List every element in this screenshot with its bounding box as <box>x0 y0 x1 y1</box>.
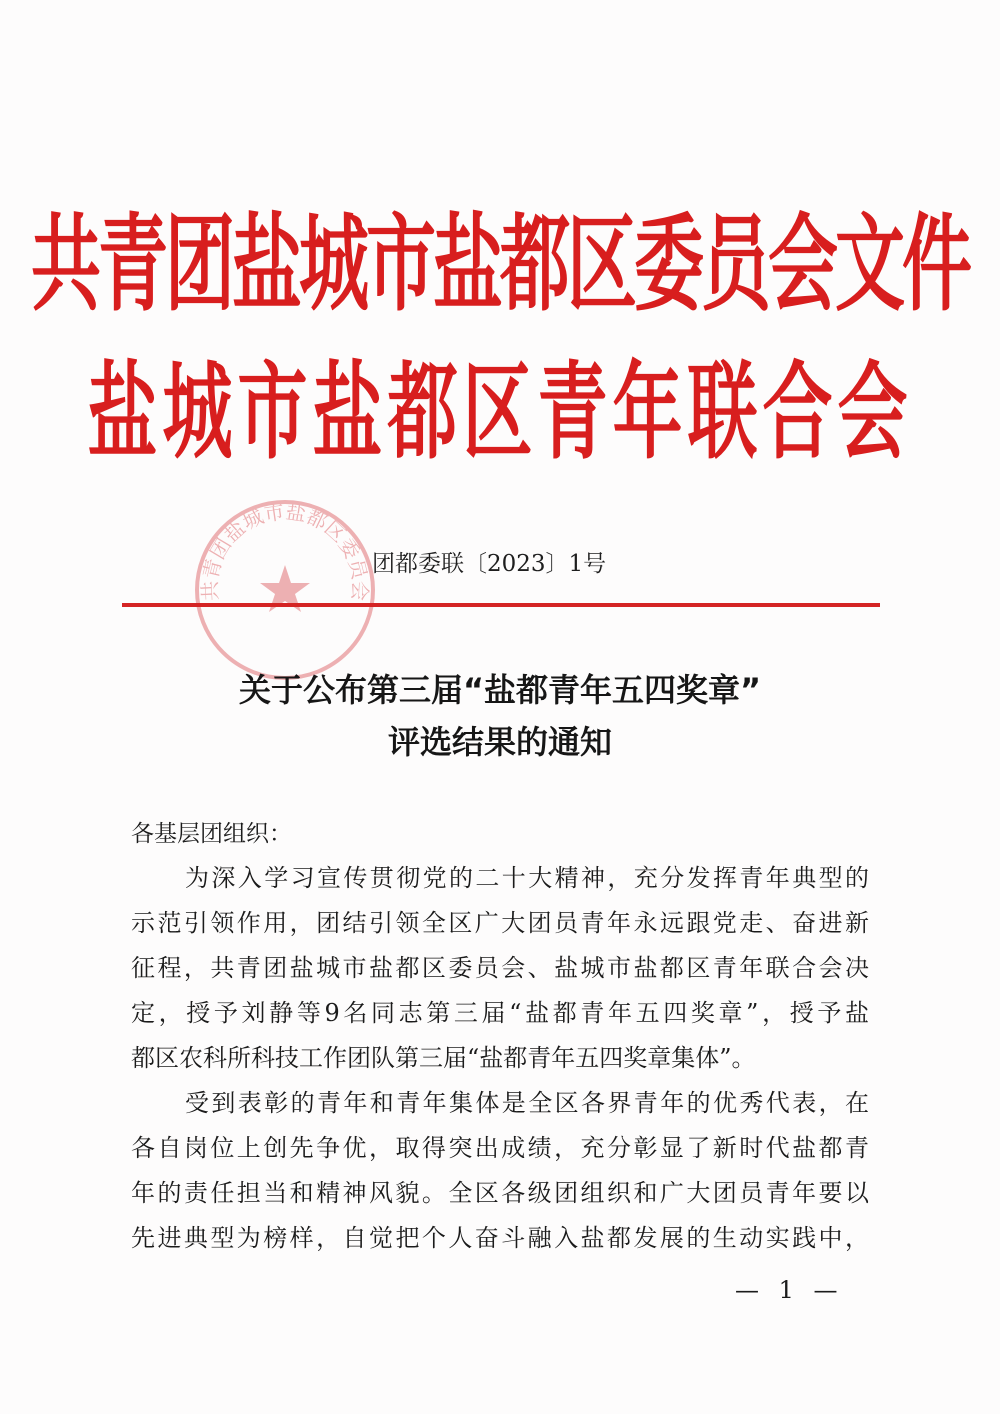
seal-arc-text: 共青团盐城市盐都区委员会 <box>197 499 373 602</box>
body-line: 为深入学习宣传贯彻党的二十大精神，充分发挥青年典型的 <box>185 864 869 892</box>
notice-title-line-2: 评选结果的通知 <box>387 723 612 761</box>
header-title-line-2: 盐城市盐都区青年联合会 <box>87 351 913 474</box>
body-line: 年的责任担当和精神风貌。全区各级团组织和广大团员青年要以 <box>131 1179 869 1207</box>
body-line: 先进典型为榜样，自觉把个人奋斗融入盐都发展的生动实践中， <box>131 1224 869 1252</box>
header-title-line-1: 共青团盐城市盐都区委员会文件 <box>31 203 969 326</box>
body-line: 征程，共青团盐城市盐都区委员会、盐城市盐都区青年联合会决 <box>131 954 869 982</box>
notice-title-line-1: 关于公布第三届“盐都青年五四奖章” <box>238 671 762 709</box>
body-line: 各自岗位上创先争优，取得突出成绩，充分彰显了新时代盐都青 <box>131 1134 869 1162</box>
page-number: — 1 — <box>735 1276 844 1304</box>
salutation: 各基层团组织： <box>131 821 292 847</box>
official-seal-stamp <box>190 495 380 685</box>
document-number: 团都委联〔2023〕1号 <box>372 551 607 577</box>
body-line: 定，授予刘静等9名同志第三届“盐都青年五四奖章”，授予盐 <box>131 999 869 1027</box>
red-divider-line <box>122 603 880 607</box>
body-line: 受到表彰的青年和青年集体是全区各界青年的优秀代表，在 <box>185 1089 869 1117</box>
body-line: 都区农科所科技工作团队第三届“盐都青年五四奖章集体”。 <box>131 1044 756 1072</box>
body-line: 示范引领作用，团结引领全区广大团员青年永远跟党走、奋进新 <box>131 909 869 937</box>
